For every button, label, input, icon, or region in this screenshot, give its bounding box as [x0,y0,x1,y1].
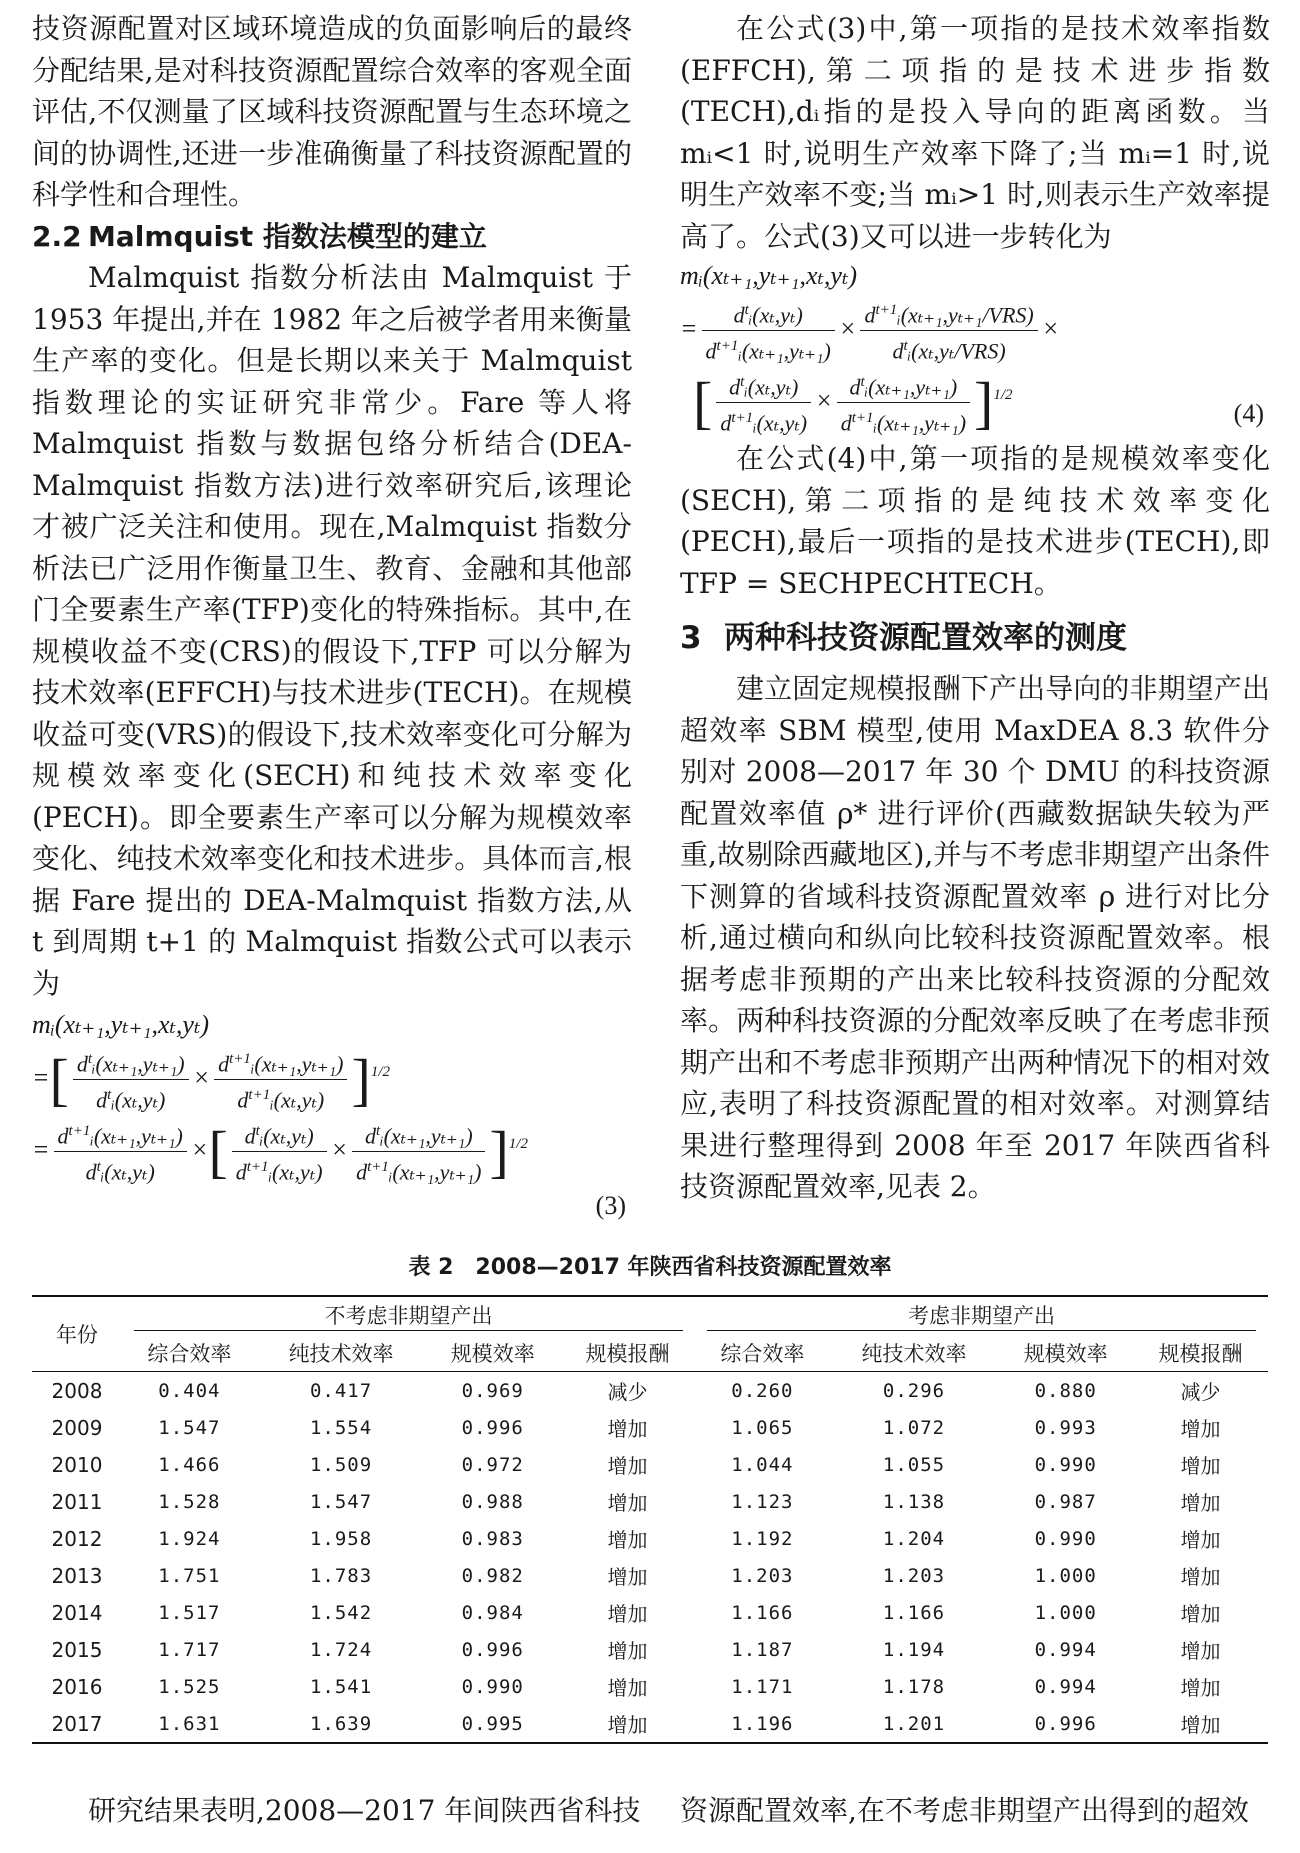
table-cell: 增加 [607,1417,648,1441]
table-cell: 增加 [1180,1417,1221,1441]
equation-line: = $\frac{d^tᵢ(x_t,y_t)}{d^{t+1}ᵢ(x_{t+1},y_{t+1})}$ × $\frac{d^{t+1}ᵢ(x_{t+1},y_{t+1}/VRS)}{d^tᵢ(x_t,y_t/VRS)}$ × [680,295,1270,367]
table-cell: 0.296 [882,1379,946,1402]
table-cell: 1.072 [882,1416,946,1439]
year-cell: 2016 [51,1674,103,1699]
table-cell: 1.542 [309,1601,373,1624]
table-cell: 1.194 [882,1638,946,1661]
table-cell: 0.996 [461,1416,524,1439]
table-row [32,1594,1268,1631]
table-cell: 0.995 [425,1705,560,1743]
section-heading [680,618,1270,658]
equation-line: =[ $\frac{d^tᵢ(x_{t+1},y_{t+1})}{d^tᵢ(x_t,y_t)}$ × $\frac{d^{t+1}ᵢ(x_{t+1},y_{t+1})}{d^{t+1}ᵢ(x_t,y_t)}$ ]$^{1/2}$ [32,1044,632,1116]
group-header-no-undesirable: 不考虑非期望产出 [134,1300,683,1331]
year-cell: 2015 [51,1637,103,1662]
equation-number: (3) [595,1191,626,1221]
table-cell: 1.166 [882,1601,946,1624]
table-cell: 增加 [1180,1676,1221,1700]
table-cell: 1.547 [158,1416,221,1439]
paragraph-continued: 资源配置效率,在不考虑非期望产出得到的超效 [680,1794,1249,1827]
year-header: 年份 [32,1296,122,1372]
equation-lhs: mᵢ(xₜ₊₁,yₜ₊₁,xₜ,yₜ) [680,261,858,290]
table-cell: 增加 [1180,1491,1221,1515]
sub-header-row [32,1334,1268,1372]
year-cell: 2017 [32,1705,122,1743]
table-cell: 1.958 [309,1527,373,1550]
column-header: 规模效率 [425,1334,560,1372]
table-cell: 1.639 [257,1705,426,1743]
paragraph: 在公式(3)中,第一项指的是技术效率指数(EFFCH),第二项指的是技术进步指数(TECH),dᵢ指的是投入导向的距离函数。当 mᵢ<1 时,说明生产效率下降了;当 mᵢ=1 时,说明生产效率不变;当 mᵢ>1 时,则表示生产效率提高了。公式(3)又可以进一步转化为 [680,12,1270,253]
table-cell: 0.417 [309,1379,373,1402]
section-title: 两种科技资源配置效率的测度 [724,620,1127,657]
table-cell: 增加 [607,1602,648,1626]
table-row [32,1446,1268,1483]
year-cell: 2008 [51,1378,103,1403]
table-cell: 1.466 [158,1453,221,1476]
table-cell: 1.201 [830,1705,999,1743]
table-cell: 1.000 [1034,1564,1097,1587]
table-2 [32,1250,1268,1744]
equation-4 [680,257,1270,438]
table-cell: 1.203 [731,1564,794,1587]
table-cell: 0.990 [461,1675,524,1698]
table-cell: 0.996 [998,1705,1133,1743]
table-caption: 表 2 2008—2017 年陕西省科技资源配置效率 [408,1255,892,1280]
table-cell: 0.404 [158,1379,221,1402]
table-cell: 1.547 [309,1490,373,1513]
column-header: 规模报酬 [1133,1334,1268,1372]
column-header: 规模效率 [998,1334,1133,1372]
section-heading [32,216,632,258]
table-cell: 0.990 [1034,1453,1097,1476]
year-cell: 2009 [51,1415,103,1440]
efficiency-table [32,1295,1268,1744]
paragraph: 技资源配置对区域环境造成的负面影响后的最终分配结果,是对科技资源配置综合效率的客观全面评估,不仅测量了区域科技资源配置与生态环境之间的协调性,还进一步准确衡量了科技资源配置的科学性和合理性。 [32,12,632,211]
table-cell: 增加 [607,1565,648,1589]
year-cell: 2014 [51,1600,103,1625]
table-cell: 1.000 [1034,1601,1097,1624]
table-cell: 1.203 [882,1564,946,1587]
equation-3 [32,1006,632,1221]
table-cell: 1.065 [731,1416,794,1439]
table-cell: 0.260 [731,1379,794,1402]
table-cell: 1.525 [158,1675,221,1698]
table-cell: 0.969 [461,1379,524,1402]
paragraph-continued: 研究结果表明,2008—2017 年间陕西省科技 [88,1794,641,1827]
table-cell: 0.972 [461,1453,524,1476]
table-cell: 1.783 [309,1564,373,1587]
year-cell: 2011 [51,1489,103,1514]
table-cell: 0.990 [1034,1527,1097,1550]
table-cell: 1.541 [309,1675,373,1698]
table-cell: 1.166 [731,1601,794,1624]
table-cell: 1.751 [158,1564,221,1587]
table-cell: 增加 [607,1639,648,1663]
table-cell: 增加 [607,1528,648,1552]
table-cell: 0.983 [461,1527,524,1550]
table-cell: 增加 [1180,1639,1221,1663]
table-cell: 0.993 [1034,1416,1097,1439]
section-number: 2.2 [32,219,82,253]
equation-line: [ $\frac{d^tᵢ(x_t,y_t)}{d^{t+1}ᵢ(x_t,y_t)}$ × $\frac{d^tᵢ(x_{t+1},y_{t+1})}{d^{t+1}ᵢ(x_{t+1},y_{t+1})}$ ]$^{1/2}$ (4) [680,367,1270,439]
table-cell: 1.187 [731,1638,794,1661]
table-cell: 1.044 [731,1453,794,1476]
table-cell: 0.988 [461,1490,524,1513]
table-cell: 1.055 [882,1453,946,1476]
equation-line: = $\frac{d^{t+1}ᵢ(x_{t+1},y_{t+1})}{d^tᵢ(x_t,y_t)}$ ×[ $\frac{d^tᵢ(x_t,y_t)}{d^{t+1}ᵢ(x_t,y_t)}$ × $\frac{d^tᵢ(x_{t+1},y_{t+1})}{d^{t+1}ᵢ(x_{t+1},y_{t+1})}$ ]$^{1/2}$ [32,1116,632,1188]
table-cell: 增加 [1133,1705,1268,1743]
equation-lhs: mᵢ(xₜ₊₁,yₜ₊₁,xₜ,yₜ) [32,1010,210,1039]
table-cell: 0.994 [1034,1638,1097,1661]
table-row [32,1631,1268,1668]
column-header: 综合效率 [695,1334,830,1372]
table-cell: 1.509 [309,1453,373,1476]
left-column [32,8,632,1221]
table-cell: 1.178 [882,1675,946,1698]
table-body [32,1372,1268,1744]
table-cell: 减少 [607,1380,648,1404]
column-header: 纯技术效率 [830,1334,999,1372]
section-number: 3 [680,620,702,657]
table-cell: 1.528 [158,1490,221,1513]
table-cell: 1.631 [122,1705,257,1743]
year-cell: 2012 [51,1526,103,1551]
year-cell: 2010 [51,1452,103,1477]
table-cell: 0.987 [1034,1490,1097,1513]
table-cell: 0.982 [461,1564,524,1587]
table-row [32,1483,1268,1520]
paragraph: Malmquist 指数分析法由 Malmquist 于 1953 年提出,并在 1982 年之后被学者用来衡量生产率的变化。但是长期以来关于 Malmquist 指数理论的实证研究非常少。Fare 等人将 Malmquist 指数与数据包络分析结合(DEA-Malmquist 指数方法)进行效率研究后,该理论才被广泛关注和使用。现在,Malmquist 指数分析法已广泛用作衡量卫生、教育、金融和其他部门全要素生产率(TFP)变化的特殊指标。其中,在规模收益不变(CRS)的假设下,TFP 可以分解为技术效率(EFFCH)与技术进步(TECH)。在规模收益可变(VRS)的假设下,技术效率变化可分解为规模效率变化(SECH)和纯技术效率变化(PECH)。即全要素生产率可以分解为规模效率变化、纯技术效率变化和技术进步。具体而言,根据 Fare 提出的 DEA-Malmquist 指数方法,从 t 到周期 t+1 的 Malmquist 指数公式可以表示为 [32,261,632,1000]
table-row [32,1372,1268,1410]
table-cell: 增加 [607,1491,648,1515]
paragraph: 在公式(4)中,第一项指的是规模效率变化(SECH),第二项指的是纯技术效率变化(PECH),最后一项指的是技术进步(TECH),即 TFP = SECHPECHTECH。 [680,442,1270,600]
right-column [680,8,1270,1208]
table-cell: 1.123 [731,1490,794,1513]
table-cell: 增加 [560,1705,695,1743]
table-row [32,1409,1268,1446]
table-cell: 0.996 [461,1638,524,1661]
equation-number: (4) [1233,398,1264,428]
column-header: 规模报酬 [560,1334,695,1372]
table-cell: 1.517 [158,1601,221,1624]
year-cell: 2013 [51,1563,103,1588]
table-row [32,1705,1268,1743]
section-title: Malmquist 指数法模型的建立 [88,219,487,253]
table-cell: 1.192 [731,1527,794,1550]
group-header-undesirable: 考虑非期望产出 [707,1300,1256,1331]
table-cell: 1.717 [158,1638,221,1661]
table-cell: 减少 [1180,1380,1221,1404]
table-cell: 增加 [607,1454,648,1478]
table-cell: 1.171 [731,1675,794,1698]
table-cell: 增加 [1180,1528,1221,1552]
table-cell: 0.880 [1034,1379,1097,1402]
table-cell: 增加 [1180,1565,1221,1589]
table-cell: 1.554 [309,1416,373,1439]
paragraph: 建立固定规模报酬下产出导向的非期望产出超效率 SBM 模型,使用 MaxDEA 8.3 软件分别对 2008—2017 年 30 个 DMU 的科技资源配置效率值 ρ* 进行评价(西藏数据缺失较为严重,故剔除西藏地区),并与不考虑非期望产出条件下测算的省域科技资源配置效率 ρ 进行对比分析,通过横向和纵向比较科技资源配置效率。根据考虑非预期的产出来比较科技资源的分配效率。两种科技资源的分配效率反映了在考虑非预期产出和不考虑非预期产出两种情况下的相对效应,表明了科技资源配置的相对效率。对测算结果进行整理得到 2008 年至 2017 年陕西省科技资源配置效率,见表 2。 [680,672,1270,1204]
table-cell: 1.924 [158,1527,221,1550]
table-cell: 增加 [1180,1454,1221,1478]
table-cell: 1.204 [882,1527,946,1550]
column-header: 纯技术效率 [257,1334,426,1372]
table-cell: 1.724 [309,1638,373,1661]
table-row [32,1557,1268,1594]
column-header: 综合效率 [122,1334,257,1372]
table-cell: 增加 [1180,1602,1221,1626]
table-cell: 1.196 [695,1705,830,1743]
table-cell: 0.994 [1034,1675,1097,1698]
table-row [32,1668,1268,1705]
table-cell: 0.984 [461,1601,524,1624]
table-cell: 1.138 [882,1490,946,1513]
table-row [32,1520,1268,1557]
table-cell: 增加 [607,1676,648,1700]
